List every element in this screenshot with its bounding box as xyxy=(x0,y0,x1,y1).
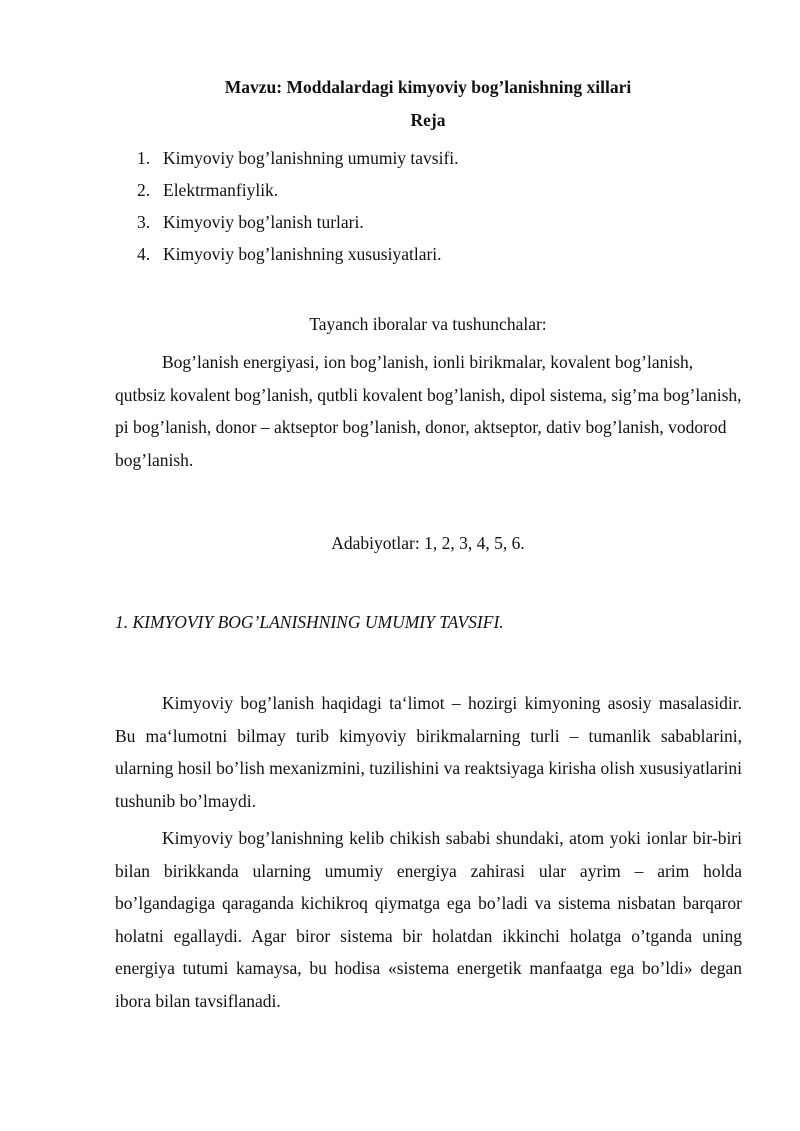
plan-list xyxy=(137,142,459,270)
plan-item xyxy=(137,206,459,238)
plan-item-number: 3. xyxy=(137,212,151,232)
plan-item-number: 1. xyxy=(137,148,151,168)
literature-line: Adabiyotlar: 1, 2, 3, 4, 5, 6. xyxy=(331,533,525,553)
plan-item xyxy=(137,142,459,174)
plan-item-number: 4. xyxy=(137,244,151,264)
plan-item-number: 2. xyxy=(137,180,151,200)
body-paragraph-1: Kimyoviy bog’lanish haqidagi ta‘limot – hozirgi kimyoning asosiy masalasidir. Bu ma‘lumotni bilmay turib kimyoviy birikmalarning turli – tumanlik sabablarini, ularning hosil bo’lish mexanizmini, tuzilishini va reaktsiyaga kirisha olish xususiyatlarini tushunib bo’lmaydi. xyxy=(115,693,742,811)
page-title: Mavzu: Moddalardagi kimyoviy bog’lanishning xillari xyxy=(224,77,632,97)
plan-item xyxy=(137,174,459,206)
plan-item-text: Elektrmanfiylik. xyxy=(163,180,279,200)
plan-item-text: Kimyoviy bog’lanish turlari. xyxy=(163,212,364,232)
section-heading: 1. KIMYOVIY BOG’LANISHNING UMUMIY TAVSIFI. xyxy=(115,612,504,632)
plan-item xyxy=(137,238,459,270)
keywords-paragraph: Bog’lanish energiyasi, ion bog’lanish, ionli birikmalar, kovalent bog’lanish, qutbsiz kovalent bog’lanish, qutbli kovalent bog’lanish, dipol sistema, sig’ma bog’lanish, pi bog’lanish, donor – aktseptor bog’lanish, donor, aktseptor, dativ bog’lanish, vodorod bog’lanish. xyxy=(115,352,742,470)
plan-item-text: Kimyoviy bog’lanishning umumiy tavsifi. xyxy=(163,148,459,168)
plan-item-text: Kimyoviy bog’lanishning xususiyatlari. xyxy=(163,244,442,264)
plan-heading: Reja xyxy=(410,110,446,130)
keywords-heading: Tayanch iboralar va tushunchalar: xyxy=(309,314,547,334)
body-paragraph-2: Kimyoviy bog’lanishning kelib chikish sababi shundaki, atom yoki ionlar bir-biri bilan birikkanda ularning umumiy energiya zahirasi ular ayrim – arim holda bo’lgandagiga qaraganda kichikroq qiymatga ega bo’ladi va sistema nisbatan barqaror holatni egallaydi. Agar biror sistema bir holatdan ikkinchi holatga o’tganda uning energiya tutumi kamaysa, bu hodisa «sistema energetik manfaatga ega bo’ldi» degan ibora bilan tavsiflanadi. xyxy=(115,828,742,1011)
